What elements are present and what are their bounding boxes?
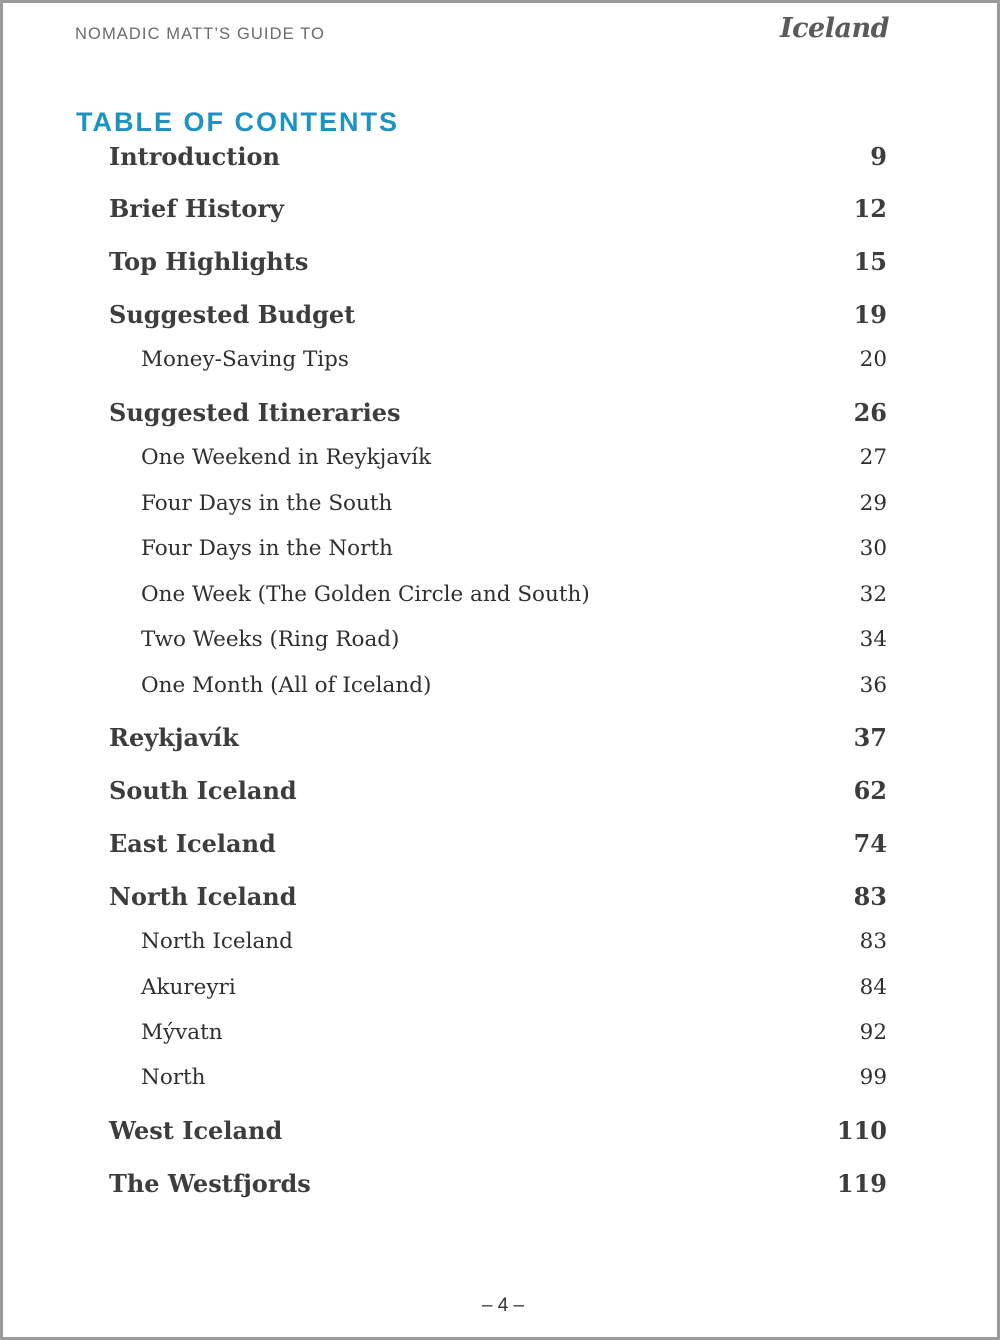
toc-subentry[interactable] <box>3 929 1000 965</box>
toc-entry-label: The Westfjords <box>109 1169 311 1198</box>
toc-entry-page: 83 <box>853 882 887 911</box>
guide-series-header: NOMADIC MATT’S GUIDE TO <box>75 25 325 43</box>
toc-entry-label: Money-Saving Tips <box>141 347 349 372</box>
toc-subentry[interactable] <box>3 491 1000 527</box>
toc-entry-label: One Week (The Golden Circle and South) <box>141 582 590 607</box>
toc-subentry[interactable] <box>3 347 1000 383</box>
toc-entry-label: Introduction <box>109 142 280 171</box>
toc-subentry[interactable] <box>3 1020 1000 1056</box>
toc-entry-label: One Month (All of Iceland) <box>141 673 432 698</box>
toc-entry[interactable] <box>3 247 1000 283</box>
toc-subentry[interactable] <box>3 673 1000 709</box>
toc-subentry[interactable] <box>3 445 1000 481</box>
toc-entry-page: 36 <box>859 673 887 698</box>
toc-entry-label: One Weekend in Reykjavík <box>141 445 432 470</box>
toc-entry-label: Brief History <box>109 194 284 223</box>
toc-entry[interactable] <box>3 1169 1000 1205</box>
toc-entry-label: Suggested Itineraries <box>109 398 401 427</box>
toc-subentry[interactable] <box>3 1065 1000 1101</box>
toc-entry-label: Four Days in the South <box>141 491 393 516</box>
toc-entry-label: West Iceland <box>109 1116 283 1145</box>
toc-entry-page: 30 <box>859 536 887 561</box>
toc-entry-label: North <box>141 1065 206 1090</box>
toc-entry[interactable] <box>3 300 1000 336</box>
toc-entry-label: Suggested Budget <box>109 300 356 329</box>
toc-entry-label: Mývatn <box>141 1020 223 1045</box>
toc-entry-page: 34 <box>859 627 887 652</box>
page-number: – 4 – <box>481 1295 525 1316</box>
toc-entry-page: 12 <box>853 194 887 223</box>
toc-entry[interactable] <box>3 1116 1000 1152</box>
toc-entry-page: 83 <box>859 929 887 954</box>
toc-entry-label: North Iceland <box>109 882 297 911</box>
toc-entry-page: 92 <box>859 1020 887 1045</box>
toc-entry-page: 62 <box>853 776 887 805</box>
toc-entry[interactable] <box>3 776 1000 812</box>
toc-entry[interactable] <box>3 829 1000 865</box>
toc-entry-page: 9 <box>870 142 887 171</box>
toc-entry[interactable] <box>3 723 1000 759</box>
toc-entry-page: 119 <box>836 1169 887 1198</box>
toc-entry-page: 32 <box>859 582 887 607</box>
toc-entry[interactable] <box>3 398 1000 434</box>
toc-title: TABLE OF CONTENTS <box>76 107 399 137</box>
toc-entry-page: 99 <box>859 1065 887 1090</box>
toc-subentry[interactable] <box>3 536 1000 572</box>
toc-entry-page: 37 <box>853 723 887 752</box>
guide-destination-title: Iceland <box>779 13 889 44</box>
toc-entry-label: Reykjavík <box>109 723 239 752</box>
toc-entry-page: 15 <box>853 247 887 276</box>
toc-entry-page: 26 <box>853 398 887 427</box>
toc-entry[interactable] <box>3 194 1000 230</box>
toc-entry-page: 74 <box>853 829 887 858</box>
toc-entry-page: 84 <box>859 975 887 1000</box>
toc-entry-label: Two Weeks (Ring Road) <box>141 627 400 652</box>
toc-entry-label: Four Days in the North <box>141 536 393 561</box>
toc-subentry[interactable] <box>3 627 1000 663</box>
toc-entry-page: 110 <box>836 1116 887 1145</box>
toc-entry-label: Akureyri <box>141 975 236 1000</box>
toc-subentry[interactable] <box>3 582 1000 618</box>
toc-entry[interactable] <box>3 142 1000 178</box>
toc-entry-label: South Iceland <box>109 776 297 805</box>
toc-entry[interactable] <box>3 882 1000 918</box>
toc-entry-page: 20 <box>859 347 887 372</box>
toc-entry-label: East Iceland <box>109 829 276 858</box>
toc-subentry[interactable] <box>3 975 1000 1011</box>
toc-entry-label: Top Highlights <box>109 247 309 276</box>
toc-entry-page: 19 <box>853 300 887 329</box>
toc-entry-page: 29 <box>859 491 887 516</box>
toc-entry-page: 27 <box>859 445 887 470</box>
toc-entry-label: North Iceland <box>141 929 293 954</box>
